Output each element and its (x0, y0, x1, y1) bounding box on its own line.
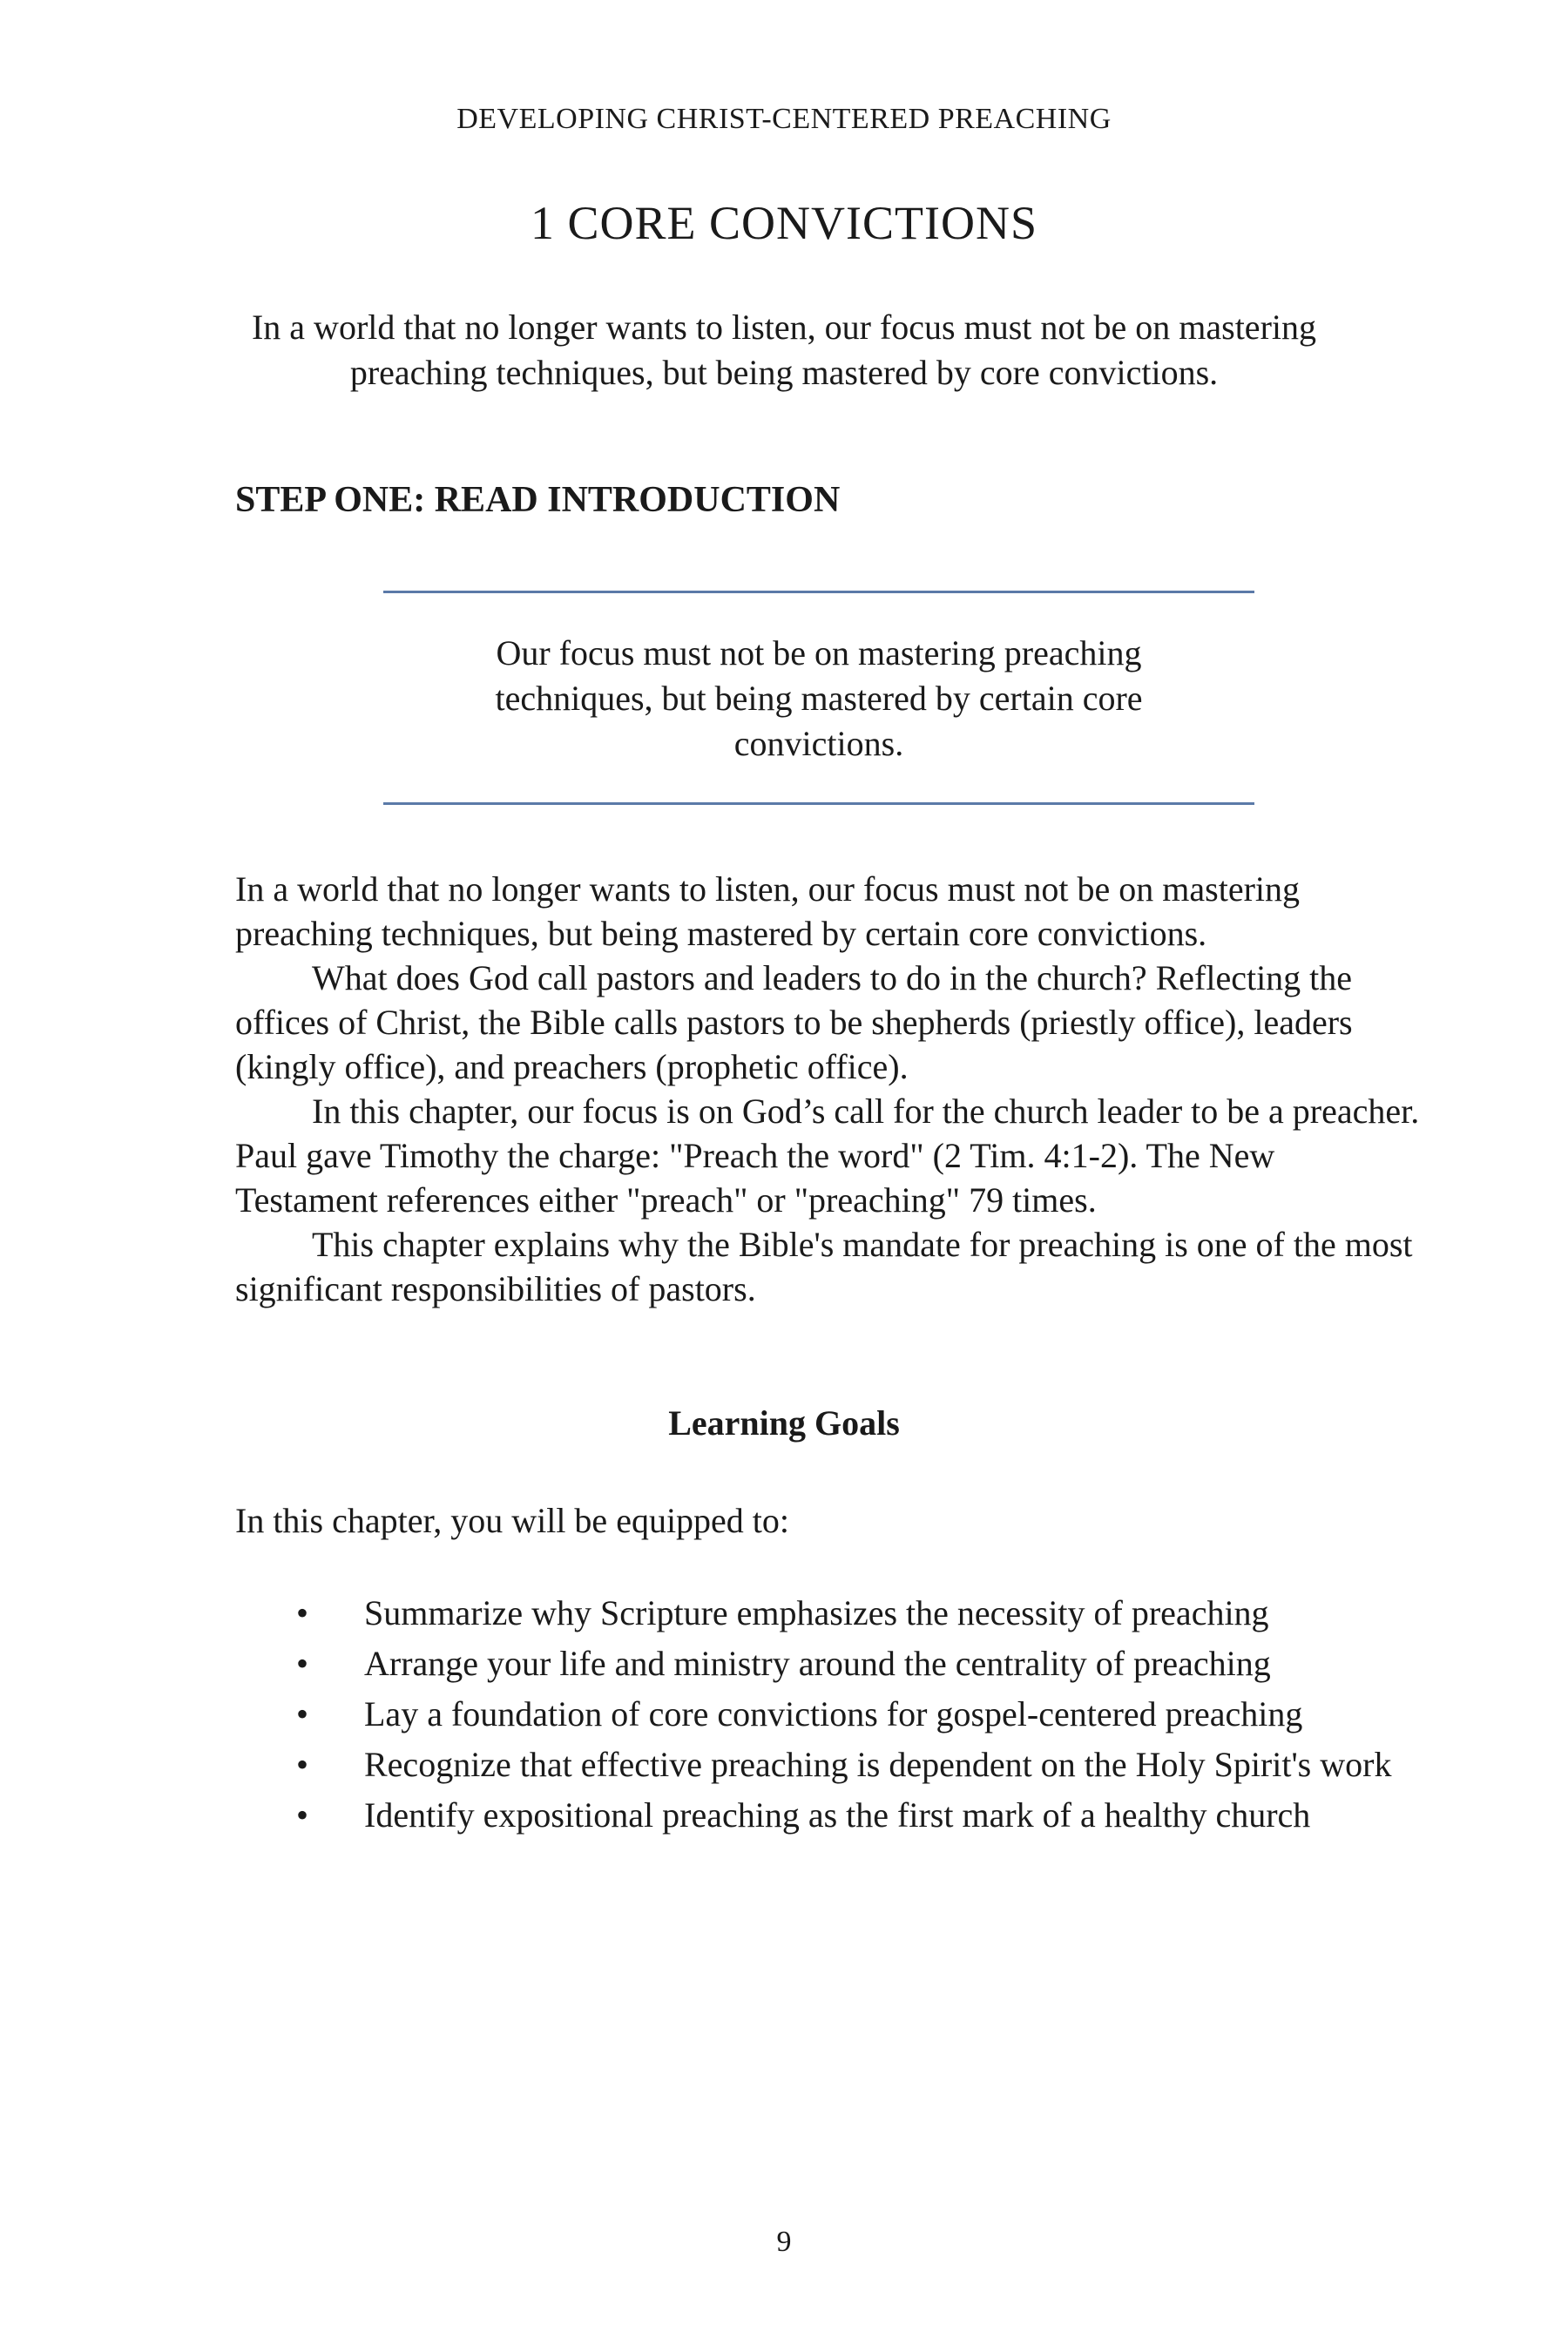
body-text (235, 867, 1420, 1311)
page-number: 9 (776, 2226, 792, 2258)
list-item-text: Summarize why Scripture emphasizes the necessity of preaching (364, 1593, 1269, 1632)
list-item-text: Identify expositional preaching as the first mark of a healthy church (364, 1795, 1311, 1835)
learning-goals-list (296, 1591, 1429, 1843)
list-item (296, 1591, 1429, 1636)
list-item-text: Recognize that effective preaching is dependent on the Holy Spirit's work (364, 1745, 1392, 1784)
learning-goals-heading: Learning Goals (668, 1403, 900, 1443)
list-item (296, 1742, 1429, 1788)
body-paragraph: This chapter explains why the Bible's mandate for preaching is one of the most significant responsibilities of pastors. (235, 1225, 1413, 1308)
bullet-icon: • (296, 1593, 309, 1632)
pullquote-text: Our focus must not be on mastering preaching techniques, but being mastered by certain core convictions. (495, 633, 1143, 763)
chapter-epigraph: In a world that no longer wants to listen, our focus must not be on mastering preaching techniques, but being mastered by core convictions. (251, 308, 1316, 392)
list-item (296, 1692, 1429, 1737)
pullquote (383, 591, 1254, 805)
list-item (296, 1641, 1429, 1686)
body-paragraph: In a world that no longer wants to listen, our focus must not be on mastering preaching techniques, but being mastered by certain core convictions. (235, 869, 1301, 953)
bullet-icon: • (296, 1694, 309, 1734)
bullet-icon: • (296, 1745, 309, 1784)
list-item-text: Lay a foundation of core convictions for gospel-centered preaching (364, 1694, 1303, 1734)
running-header: DEVELOPING CHRIST-CENTERED PREACHING (456, 103, 1112, 135)
pullquote-top-rule (383, 591, 1254, 593)
body-paragraph: What does God call pastors and leaders to do in the church? Reflecting the offices of Christ, the Bible calls pastors to be shepherds (priestly office), leaders (kingly office), and preachers (prophetic office). (235, 958, 1353, 1086)
step-heading: STEP ONE: READ INTRODUCTION (235, 480, 841, 520)
body-paragraph: In this chapter, our focus is on God’s call for the church leader to be a preacher. Paul gave Timothy the charge: "Preach the word" (2 Tim. 4:1-2). The New Testament references either "preach" or "preaching" 79 times. (235, 1092, 1420, 1220)
list-item-text: Arrange your life and ministry around the centrality of preaching (364, 1644, 1271, 1683)
learning-goals-intro: In this chapter, you will be equipped to: (235, 1501, 790, 1540)
bullet-icon: • (296, 1795, 309, 1835)
pullquote-bottom-rule (383, 802, 1254, 805)
list-item (296, 1793, 1429, 1838)
bullet-icon: • (296, 1644, 309, 1683)
chapter-title: 1 CORE CONVICTIONS (530, 197, 1038, 249)
